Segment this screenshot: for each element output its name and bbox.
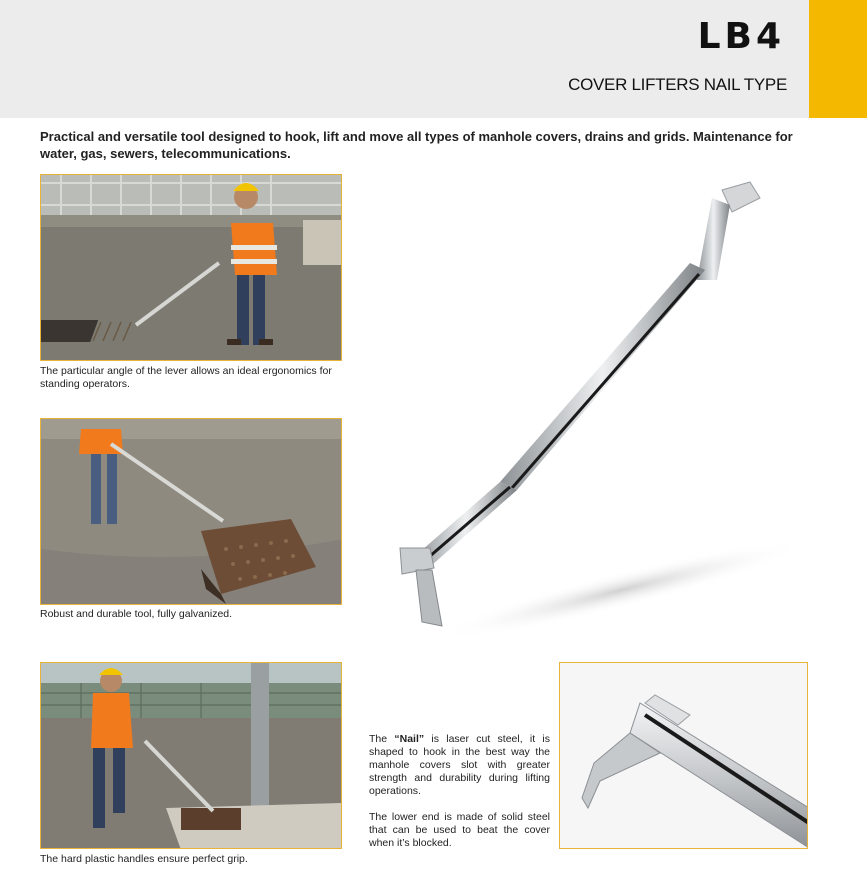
- nail-text-rest: is laser cut steel, it is shaped to hook in the best way the manhole covers slot with greater strength and durability during lifting operations.: [369, 733, 550, 797]
- photo-handle-grip-illustration: [41, 663, 342, 849]
- nail-description-paragraph-2: The lower end is made of solid steel that can be used to beat the cover when it’s blocked.: [369, 811, 550, 849]
- nail-prefix: The: [369, 733, 395, 745]
- product-subtitle: COVER LIFTERS NAIL TYPE: [568, 75, 787, 94]
- product-code: LB4: [697, 16, 785, 57]
- header-band: [0, 0, 809, 118]
- photo-standing-operator-illustration: [41, 175, 342, 361]
- photo-standing-operator: [40, 174, 342, 361]
- nail-term: “Nail”: [394, 733, 425, 745]
- photo-lifting-cover: [40, 418, 342, 605]
- photo-lifting-cover-caption: Robust and durable tool, fully galvanized.: [40, 608, 233, 620]
- photo-lifting-cover-illustration: [41, 419, 342, 605]
- photo-handle-grip-caption: The hard plastic handles ensure perfect grip.: [40, 853, 248, 865]
- photo-handle-grip: [40, 662, 342, 849]
- photo-nail-detail-illustration: [560, 663, 808, 849]
- nail-description-paragraph-1: [369, 733, 550, 798]
- intro-text: Practical and versatile tool designed to hook, lift and move all types of manhole covers, drains and grids. Maintenance for water, gas, sewers, telecommunications.: [40, 129, 793, 161]
- accent-bar: [809, 0, 867, 118]
- photo-nail-detail: [559, 662, 808, 849]
- nail-description: [369, 733, 550, 863]
- photo-standing-operator-caption: The particular angle of the lever allows an ideal ergonomics for standing operators.: [40, 365, 332, 390]
- cover-lifter-product-image: [372, 170, 792, 640]
